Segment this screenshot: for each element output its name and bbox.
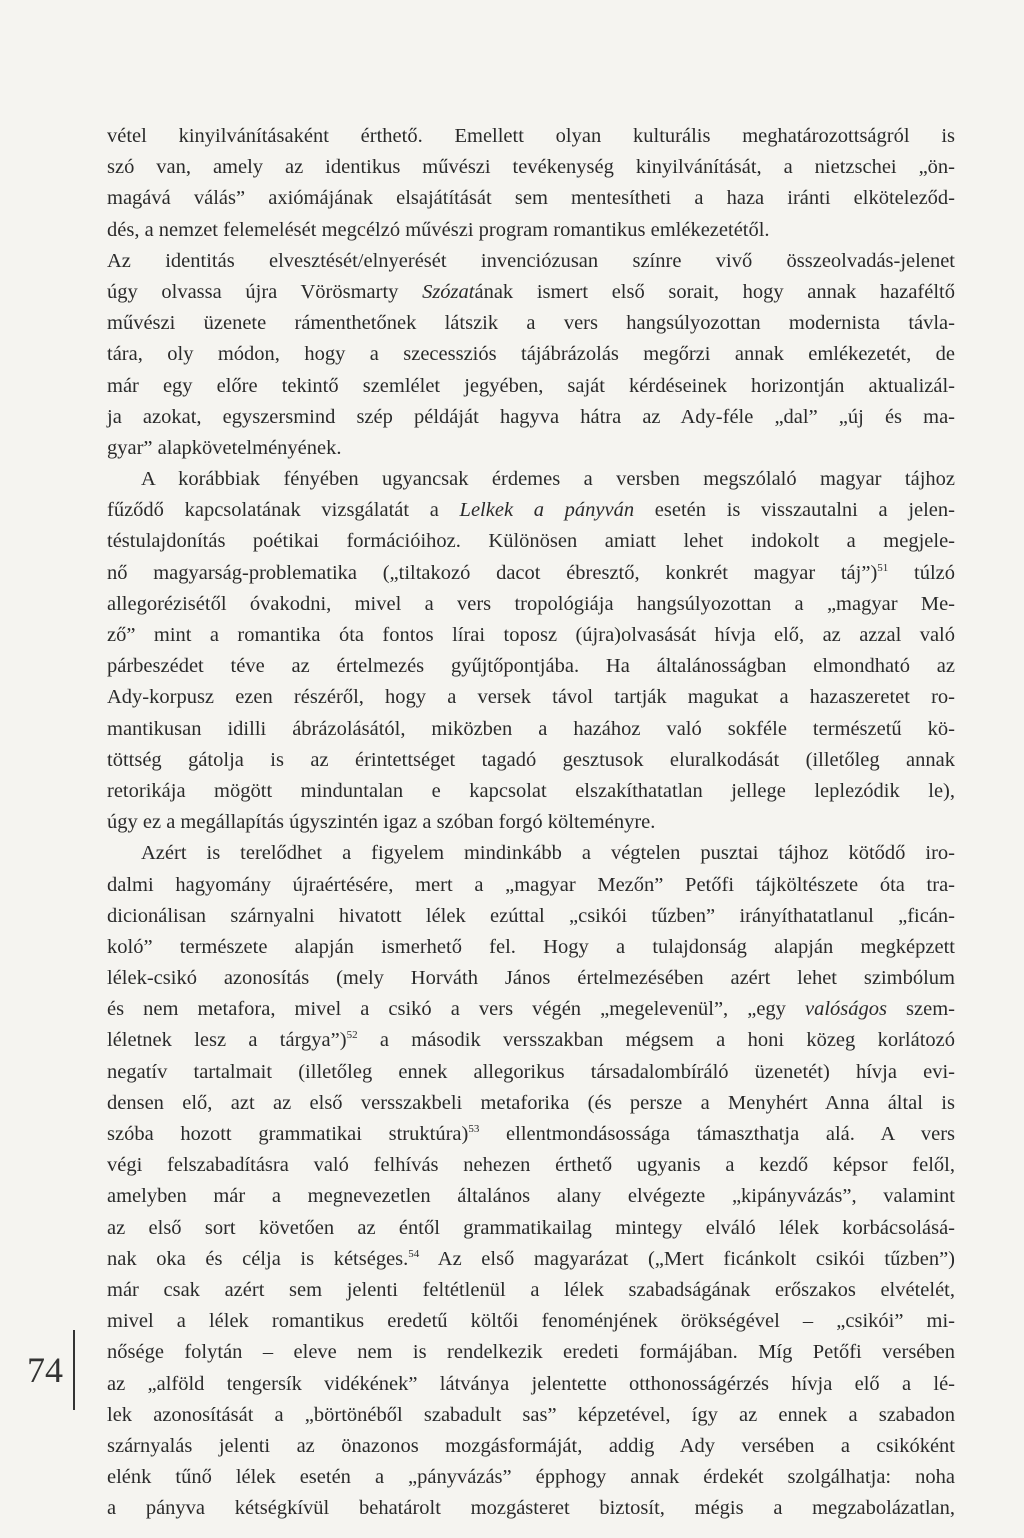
line-text: az első sort követően az éntől grammatikailag mintegy elváló lélek korbácsolásá- — [107, 1216, 955, 1239]
italic-title: Lelkek a pányván — [459, 499, 635, 522]
text-line — [107, 589, 955, 620]
text-line — [107, 1431, 955, 1462]
line-text-continued: túlzó — [888, 561, 955, 584]
line-text: dicionálisan szárnyalni hivatott lélek ezúttal „csikói tűzben” irányíthatatlanul „ficán- — [107, 904, 955, 927]
line-text: Az identitás elvesztését/elnyerését invenciózusan színre vivő összeolvadás-jelenet — [107, 249, 955, 272]
line-text: vétel kinyilvánításaként érthető. Emellett olyan kulturális meghatározottságról is — [107, 125, 955, 147]
text-line — [107, 402, 955, 433]
text-line — [107, 1057, 955, 1088]
text-line — [107, 339, 955, 370]
text-line — [107, 1025, 955, 1056]
body-text — [107, 121, 955, 1524]
line-text: retorikája mögött minduntalan e kapcsolat elszakíthatatlan jellege leplezódik le), — [107, 779, 955, 802]
text-line — [107, 558, 955, 589]
text-line — [107, 277, 955, 308]
italic-title: Szózat — [422, 280, 475, 303]
line-text-continued: ának ismert első sorait, hogy annak hazaféltő — [474, 280, 955, 303]
line-text: nak oka és célja is kétséges. — [107, 1247, 409, 1270]
text-line — [107, 1493, 955, 1524]
text-line — [107, 308, 955, 339]
line-text: párbeszédet téve az értelmezés gyűjtőpontjába. Ha általánosságban elmondható az — [107, 655, 955, 678]
line-text: a pányva kétségkívül behatárolt mozgásteret biztosít, mégis a megzabolázatlan, — [107, 1497, 955, 1520]
line-text: és nem metafora, mivel a csikó a vers végén „megelevenül”, „egy — [107, 998, 805, 1021]
text-line — [107, 121, 955, 152]
text-line — [107, 620, 955, 651]
line-text: nősége folytán – eleve nem is rendelkezik eredeti formájában. Míg Petőfi versében — [107, 1341, 955, 1364]
text-line — [107, 994, 955, 1025]
text-line — [107, 776, 955, 807]
text-line — [107, 838, 955, 869]
line-text-continued: esetén is visszautalni a jelen- — [634, 499, 955, 522]
text-line — [107, 1400, 955, 1431]
line-text-continued: szem- — [886, 998, 955, 1021]
footnote-marker: 54 — [408, 1247, 420, 1260]
line-text: töttség gátolja is az érintettséget tagadó gesztusok eluralkodását (illetőleg annak — [107, 748, 955, 771]
text-line — [107, 183, 955, 214]
text-line — [107, 932, 955, 963]
text-line — [107, 714, 955, 745]
line-text: Azért is terelődhet a figyelem mindinkább a végtelen pusztai tájhoz kötődő iro- — [141, 842, 955, 865]
line-text: densen elő, azt az első versszakbeli metaforika (és persze a Menyhért Anna által is — [107, 1091, 955, 1114]
line-text: végi felszabadításra való felhívás nehezen érthető ugyanis a kezdő képsor felől, — [107, 1154, 955, 1177]
text-line — [107, 495, 955, 526]
text-line — [107, 963, 955, 994]
line-text: allegorézisétől óvakodni, mivel a vers tropológiája hangsúlyozottan a „magyar Me- — [107, 592, 955, 615]
text-line — [107, 1213, 955, 1244]
text-line — [107, 1369, 955, 1400]
page-number: 74 — [27, 1350, 63, 1390]
line-text: szóba hozott grammatikai struktúra) — [107, 1123, 469, 1145]
line-text: ja azokat, egyszersmind szép példáját hagyva hátra az Ady-féle „dal” „új és ma- — [107, 405, 955, 428]
line-text: elénk tűnő lélek esetén a „pányvázás” épphogy annak érdekét szolgálhatja: noha — [107, 1466, 955, 1489]
line-text-continued: a második versszakban mégsem a honi közeg korlátozó — [357, 1029, 955, 1052]
line-text: koló” természete alapján ismerhető fel. Hogy a tulajdonság alapján megképzett — [107, 935, 955, 958]
text-line — [107, 1119, 955, 1150]
text-line — [107, 1181, 955, 1212]
text-line — [107, 246, 955, 277]
line-text: úgy ez a megállapítás úgyszintén igaz a szóban forgó költeményre. — [107, 811, 656, 834]
line-text: mantikusan idilli ábrázolásától, miközben a hazához való sokféle természetű kö- — [107, 717, 955, 740]
line-text: Ady-korpusz ezen részéről, hogy a versek távol tartják magukat a hazaszeretet ro- — [107, 686, 955, 709]
line-text: lek azonosítását a „börtönéből szabadult sas” képzetével, így az ennek a szabadon — [107, 1403, 955, 1426]
text-line — [107, 464, 955, 495]
line-text: magává válás” axiómájának elsajátítását sem mentesítheti a haza iránti elköteleződ- — [107, 187, 955, 210]
text-line — [107, 1150, 955, 1181]
text-line — [107, 1088, 955, 1119]
text-line — [107, 371, 955, 402]
line-text: gyar” alapkövetelményének. — [107, 436, 342, 459]
footnote-marker: 53 — [468, 1123, 480, 1135]
line-text: A korábbiak fényében ugyancsak érdemes a versben megszólaló magyar tájhoz — [141, 468, 955, 491]
text-line — [107, 152, 955, 183]
line-text: lélek-csikó azonosítás (mely Horváth János értelmezésében azért lehet szimbólum — [107, 967, 955, 990]
text-line — [107, 1337, 955, 1368]
text-line — [107, 433, 955, 464]
line-text: úgy olvassa újra Vörösmarty — [107, 280, 423, 303]
line-text: ző” mint a romantika óta fontos lírai toposz (újra)olvasását hívja elő, az azzal való — [107, 624, 955, 646]
line-text: fűződő kapcsolatának vizsgálatát a — [107, 499, 460, 522]
line-text: negatív tartalmait (illetőleg ennek allegorikus társadalombíráló üzenetét) hívja evi- — [107, 1060, 955, 1083]
text-line — [107, 1275, 955, 1306]
line-text: már egy előre tekintő szemlélet jegyében, saját kérdéseinek horizontján aktualizál- — [107, 374, 955, 397]
line-text: művészi üzenete rámenthetőnek látszik a vers hangsúlyozottan modernista távla- — [107, 312, 955, 335]
line-text: amelyben már a megnevezetlen általános alany elvégezte „kipányvázás”, valamint — [107, 1185, 955, 1208]
text-line — [107, 1244, 955, 1275]
line-text: dés, a nemzet felemelését megcélzó művészi program romantikus emlékezetétől. — [107, 218, 770, 241]
line-text: téstulajdonítás poétikai formációihoz. Különösen amiatt lehet indokolt a megjele- — [107, 530, 955, 553]
page-number-rule — [73, 1330, 75, 1410]
footnote-marker: 51 — [877, 561, 889, 574]
italic-title: valóságos — [804, 998, 887, 1021]
line-text: nő magyarság-problematika („tiltakozó dacot ébresztő, konkrét magyar táj”) — [107, 561, 878, 584]
text-line — [107, 215, 955, 246]
text-line — [107, 807, 955, 838]
line-text: dalmi hagyomány újraértésére, mert a „magyar Mezőn” Petőfi tájköltészete óta tra- — [107, 873, 955, 896]
line-text: szárnyalás jelenti az önazonos mozgásformáját, addig Ady versében a csikóként — [107, 1434, 955, 1457]
text-line — [107, 745, 955, 776]
text-line — [107, 1462, 955, 1493]
line-text: szó van, amely az identikus művészi tevékenység kinyilvánítását, a nietzschei „ön- — [107, 156, 955, 179]
text-line — [107, 1306, 955, 1337]
line-text: léletnek lesz a tárgya”) — [107, 1029, 347, 1052]
line-text: az „alföld tengersík vidékének” látványa jelentette otthonosságérzés hívja elő a lé- — [107, 1372, 955, 1395]
line-text: mivel a lélek romantikus eredetű költői fenoménjének örökségével – „csikói” mi- — [107, 1310, 955, 1333]
text-line — [107, 682, 955, 713]
text-line — [107, 901, 955, 932]
line-text-continued: Az első magyarázat („Mert ficánkolt csikói tűzben”) — [419, 1247, 955, 1270]
text-line — [107, 870, 955, 901]
footnote-marker: 52 — [346, 1029, 358, 1042]
line-text: már csak azért sem jelenti feltétlenül a lélek szabadságának erőszakos elvételét, — [107, 1278, 955, 1301]
text-line — [107, 651, 955, 682]
text-line — [107, 526, 955, 557]
line-text: tára, oly módon, hogy a szecessziós tájábrázolás megőrzi annak emlékezetét, de — [107, 343, 955, 366]
line-text-continued: ellentmondásossága támaszthatja alá. A vers — [479, 1123, 956, 1145]
